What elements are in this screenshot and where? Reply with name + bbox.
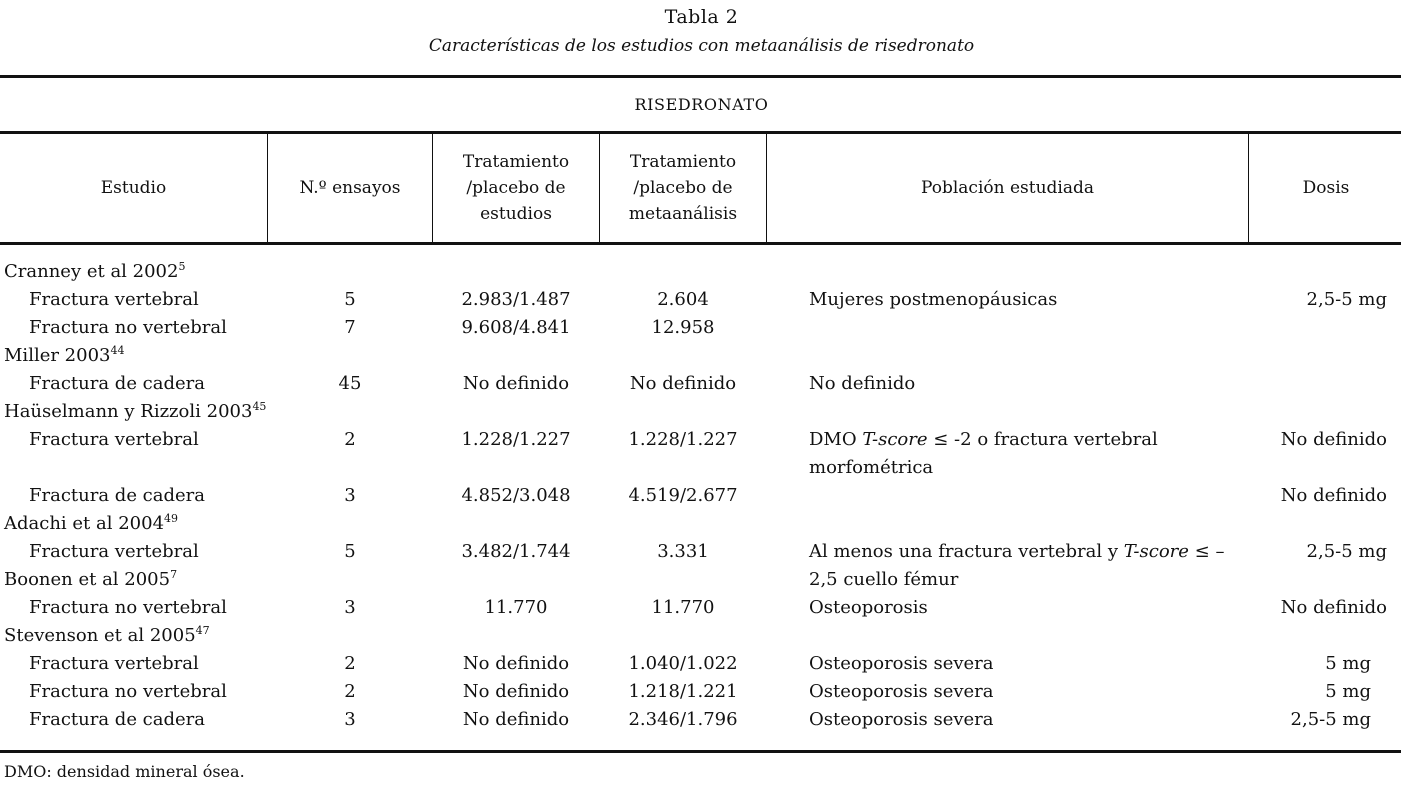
treatment-studies-value: 9.608/4.841 [461, 317, 571, 338]
treatment-meta-value: 1.218/1.221 [628, 681, 738, 702]
study-name: Miller 2003$^{44}$ [4, 344, 125, 366]
dose-value: 5 mg [1325, 653, 1371, 674]
treatment-studies-value: No definido [462, 709, 570, 730]
fracture-label: Fractura no vertebral [29, 681, 227, 702]
fracture-label: Fractura no vertebral [29, 317, 227, 338]
dose-value: 5 mg [1325, 681, 1371, 702]
study-name: Adachi et al 2004$^{49}$ [4, 512, 179, 534]
fracture-label: Fractura no vertebral [29, 597, 227, 618]
treatment-meta-value: No definido [629, 373, 737, 394]
treatment-meta-value: 11.770 [651, 597, 715, 618]
treatment-meta-value: 2.604 [657, 289, 709, 310]
treatment-meta-value: 1.040/1.022 [628, 653, 738, 674]
fracture-label: Fractura de cadera [29, 485, 206, 506]
population-value: Mujeres postmenopáusicas [809, 289, 1058, 310]
fracture-label: Fractura de cadera [29, 373, 206, 394]
fracture-label: Fractura vertebral [29, 289, 199, 310]
top-rule [0, 75, 1401, 78]
trials-count: 3 [344, 709, 356, 730]
trials-count: 2 [344, 429, 356, 450]
header-population: Población estudiada [920, 178, 1095, 198]
header-dose: Dosis [1302, 178, 1350, 198]
fracture-label: Fractura vertebral [29, 429, 199, 450]
population-value: Osteoporosis severa [809, 653, 994, 674]
population-value: Osteoporosis [809, 597, 928, 618]
section-label: RISEDRONATO [634, 95, 769, 114]
fracture-label: Fractura vertebral [29, 653, 199, 674]
dose-value: No definido [1280, 429, 1387, 450]
header-treatment-studies: Tratamiento /placebo de estudios [462, 152, 570, 224]
table-subtitle: Características de los estudios con metaanálisis de risedronato [428, 36, 975, 56]
trials-count: 2 [344, 653, 356, 674]
treatment-studies-value: No definido [462, 681, 570, 702]
study-name: Boonen et al 2005$^7$ [4, 568, 178, 590]
trials-count: 7 [344, 317, 356, 338]
header-study: Estudio [100, 178, 167, 198]
treatment-meta-value: 2.346/1.796 [628, 709, 738, 730]
treatment-studies-value: 3.482/1.744 [461, 541, 571, 562]
header-trials: N.º ensayos [299, 178, 401, 198]
population-value: Al menos una fractura vertebral y T-score ≤ –2,5 cuello fémur [809, 541, 1225, 590]
study-name: Stevenson et al 2005$^{47}$ [4, 624, 210, 646]
treatment-meta-value: 1.228/1.227 [628, 429, 738, 450]
trials-count: 3 [344, 597, 356, 618]
trials-count: 3 [344, 485, 356, 506]
dose-value: 2,5-5 mg [1306, 541, 1387, 562]
header-treatment-metaanalysis: Tratamiento /placebo de metaanálisis [628, 152, 738, 224]
treatment-studies-value: 1.228/1.227 [461, 429, 571, 450]
study-name: Haüselmann y Rizzoli 2003$^{45}$ [4, 400, 267, 422]
treatment-studies-value: No definido [462, 373, 570, 394]
population-value: Osteoporosis severa [809, 709, 994, 730]
fracture-label: Fractura vertebral [29, 541, 199, 562]
trials-count: 45 [338, 373, 362, 394]
treatment-meta-value: 12.958 [651, 317, 715, 338]
trials-count: 2 [344, 681, 356, 702]
fracture-label: Fractura de cadera [29, 709, 206, 730]
trials-count: 5 [344, 541, 356, 562]
population-value: DMO T-score ≤ -2 o fractura vertebral morfométrica [809, 429, 1158, 478]
study-name: Cranney et al 2002$^5$ [4, 260, 186, 282]
treatment-studies-value: 2.983/1.487 [461, 289, 571, 310]
dose-value: No definido [1280, 597, 1387, 618]
population-value: Osteoporosis severa [809, 681, 994, 702]
table-title: Tabla 2 [664, 6, 739, 28]
treatment-meta-value: 4.519/2.677 [628, 485, 738, 506]
treatment-studies-value: 11.770 [484, 597, 548, 618]
dose-value: 2,5-5 mg [1306, 289, 1387, 310]
header-bottom-rule [0, 242, 1401, 245]
treatment-studies-value: No definido [462, 653, 570, 674]
treatment-studies-value: 4.852/3.048 [461, 485, 571, 506]
dose-value: No definido [1280, 485, 1387, 506]
bottom-rule [0, 750, 1401, 753]
dose-value: 2,5-5 mg [1290, 709, 1371, 730]
population-value: No definido [809, 373, 916, 394]
trials-count: 5 [344, 289, 356, 310]
treatment-meta-value: 3.331 [657, 541, 709, 562]
table-footnote: DMO: densidad mineral ósea. [4, 762, 245, 781]
